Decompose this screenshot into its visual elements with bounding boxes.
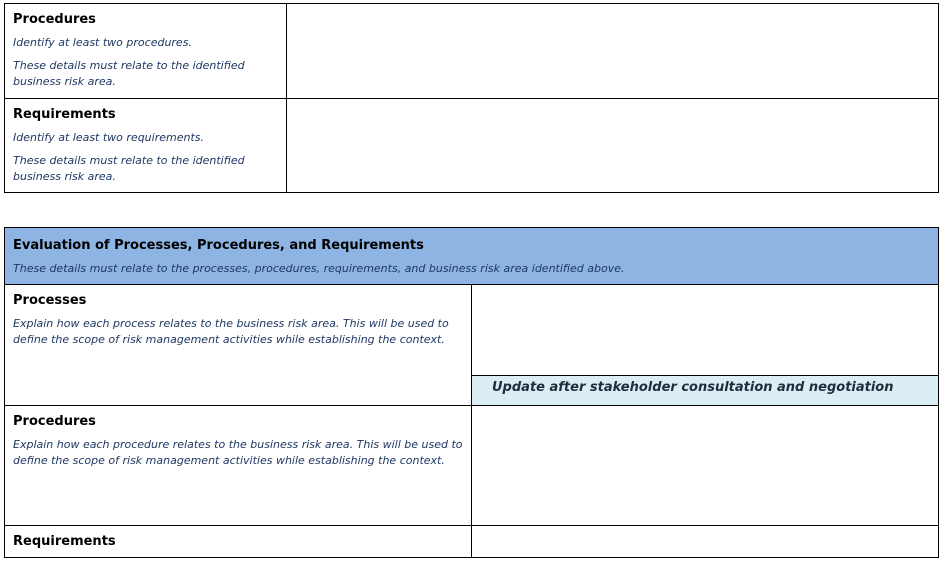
eval-procedures-description: Explain how each procedure relates to the business risk area. This will be used to define the scope of risk management activities while establishing the context. (13, 437, 463, 467)
requirements-note: These details must relate to the identified business risk area. (13, 153, 245, 183)
processes-update-cell[interactable]: Update after stakeholder consultation and negotiation (472, 375, 939, 405)
procedures-requirements-table (4, 3, 939, 193)
requirements-response-cell[interactable] (287, 99, 939, 193)
procedures-response-cell[interactable] (287, 4, 939, 99)
requirements-instruction: Identify at least two requirements. (13, 131, 204, 144)
procedures-instruction: Identify at least two procedures. (13, 36, 192, 49)
evaluation-title: Evaluation of Processes, Procedures, and Requirements (13, 238, 424, 253)
eval-requirements-heading: Requirements (13, 533, 116, 549)
evaluation-banner-row (5, 228, 939, 285)
processes-heading: Processes (13, 292, 87, 308)
procedures-label-cell (5, 4, 287, 99)
evaluation-banner (5, 228, 939, 285)
processes-label-cell (5, 284, 472, 405)
evaluation-table (4, 227, 939, 558)
requirements-label-cell (5, 99, 287, 193)
procedures-heading: Procedures (13, 12, 96, 27)
requirements-heading: Requirements (13, 107, 116, 122)
eval-procedures-response-cell[interactable] (472, 405, 939, 525)
table-row (5, 99, 939, 193)
processes-response-cell[interactable] (472, 284, 939, 375)
procedures-note: These details must relate to the identified business risk area. (13, 58, 245, 88)
eval-requirements-response-cell[interactable] (472, 525, 939, 557)
processes-description: Explain how each process relates to the business risk area. This will be used to define the scope of risk management activities while establishing the context. (13, 316, 449, 346)
table-row (5, 525, 939, 557)
table-row (5, 4, 939, 99)
eval-procedures-heading: Procedures (13, 413, 96, 429)
eval-requirements-label-cell (5, 525, 472, 557)
evaluation-subtitle: These details must relate to the processes, procedures, requirements, and business risk area identified above. (13, 262, 625, 275)
table-row (5, 405, 939, 525)
eval-procedures-label-cell (5, 405, 472, 525)
table-row (5, 284, 939, 375)
